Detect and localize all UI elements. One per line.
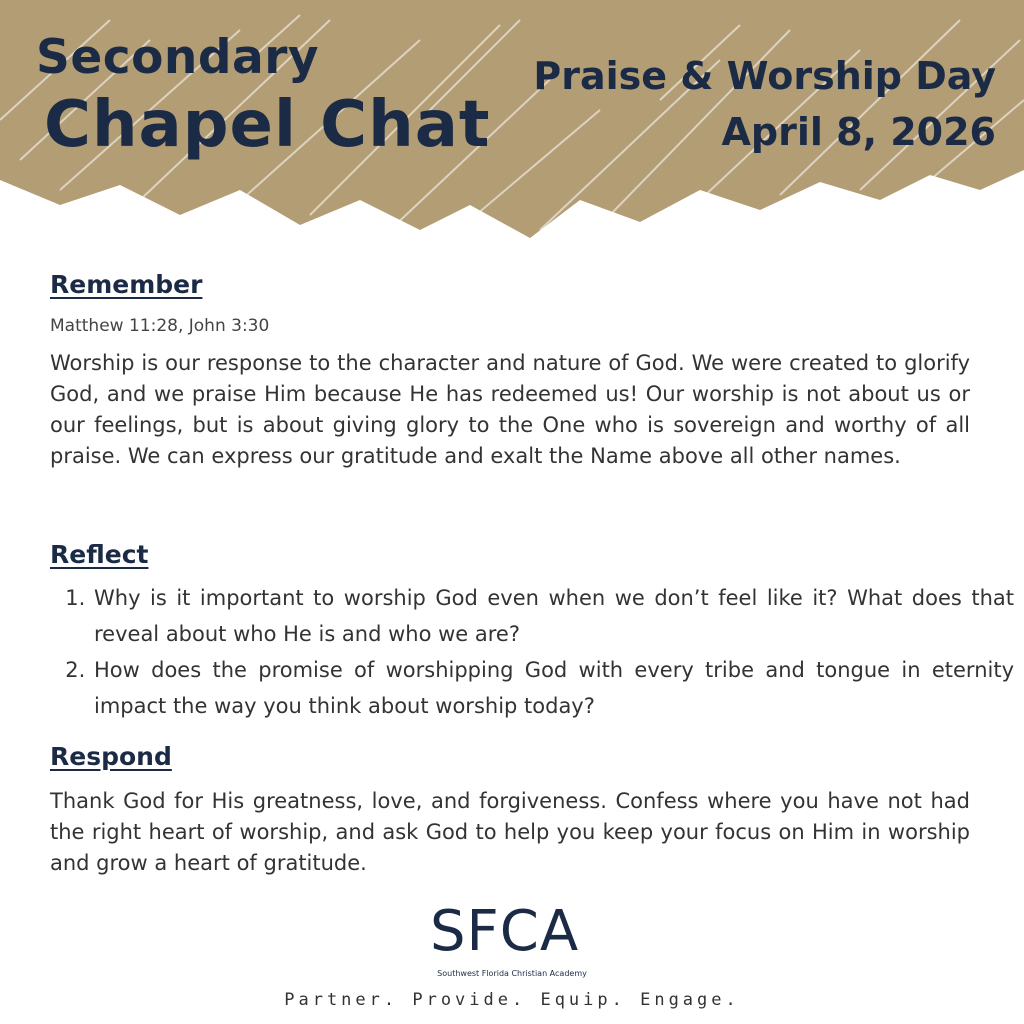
event-info [533, 48, 996, 160]
reflect-questions [50, 580, 1014, 724]
remember-text: Worship is our response to the character and nature of God. We were created to glorify God, and we praise Him because He has redeemed us! Our worship is not about us or our feelings, but is about giving glory to the One who is sovereign and worthy of all praise. We can express our gratitude and exalt the Name above all other names. [50, 351, 970, 468]
event-name: Praise & Worship Day [533, 54, 996, 98]
respond-heading: Respond [50, 742, 172, 771]
logo-subtitle: Southwest Florida Christian Academy [437, 969, 587, 978]
tagline: Partner. Provide. Equip. Engage. [284, 990, 740, 1010]
logo-wordmark: SFCA [430, 899, 580, 964]
title-secondary: Secondary [36, 30, 320, 85]
reflect-question-2: 2. How does the promise of worshipping God with every tribe and tongue in eternity impact the way you think about worship today? [92, 652, 1014, 724]
title-chapel-chat: Chapel Chat [44, 88, 491, 162]
reflect-question-1: 1. Why is it important to worship God even when we don’t feel like it? What does that reveal about who He is and who we are? [92, 580, 1014, 652]
scripture-references: Matthew 11:28, John 3:30 [50, 316, 270, 336]
reflect-heading: Reflect [50, 540, 149, 569]
respond-text: Thank God for His greatness, love, and forgiveness. Confess where you have not had the right heart of worship, and ask God to help you keep your focus on Him in worship and grow a heart of gratitude. [50, 789, 970, 875]
sfca-logo [428, 899, 596, 981]
event-date: April 8, 2026 [721, 110, 996, 154]
remember-heading: Remember [50, 270, 203, 299]
